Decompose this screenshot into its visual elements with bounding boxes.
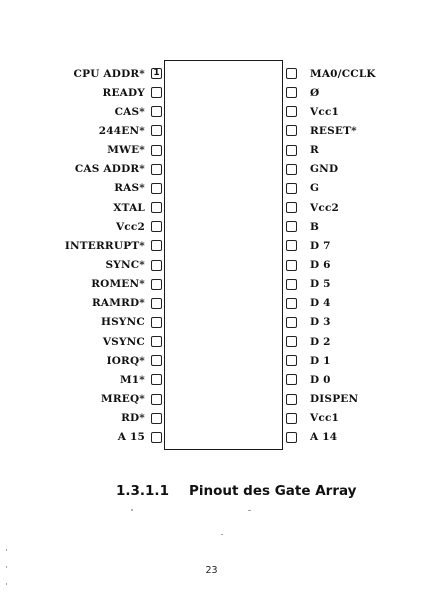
pin-label: D 0: [310, 373, 331, 386]
pin-label: R: [310, 144, 319, 157]
pin-label: MREQ*: [101, 393, 145, 406]
caption-number: 1.3.1.1: [116, 483, 169, 499]
scan-speck: [6, 549, 7, 551]
pin-row-right: [286, 294, 423, 313]
pin-label: A 14: [310, 431, 338, 444]
pin-box: 1: [151, 68, 162, 79]
pin-box: [286, 183, 297, 194]
pin-box: [286, 106, 297, 117]
scan-speck: [131, 509, 133, 511]
pin-box: [286, 202, 297, 213]
scan-speck: [248, 510, 251, 511]
pin-label: Vcc2: [115, 220, 145, 233]
pin-row-left: [0, 256, 162, 275]
pin-box: [151, 240, 162, 251]
pin-label: Vcc2: [310, 201, 340, 214]
pin-label: MA0/CCLK: [310, 67, 376, 80]
pin-box: [151, 374, 162, 385]
pin-label: CAS*: [114, 105, 145, 118]
pin-row-right: [286, 351, 423, 370]
pin-label: DISPEN: [310, 393, 359, 406]
pin-box: [286, 413, 297, 424]
figure-caption: [116, 483, 356, 499]
pin-label: GND: [310, 163, 339, 176]
pin-row-right: [286, 83, 423, 102]
pin-row-left: [0, 428, 162, 447]
pin-label: Ø: [310, 86, 320, 99]
pin-label: A 15: [117, 431, 145, 444]
pin-box: [151, 164, 162, 175]
caption-title: Pinout des Gate Array: [189, 483, 357, 499]
pin-box: [151, 413, 162, 424]
pin-row-left: [0, 332, 162, 351]
pin-box: [151, 336, 162, 347]
pin-label: D 5: [310, 278, 331, 291]
pin-label: SYNC*: [105, 259, 145, 271]
pin-row-left: [0, 351, 162, 370]
pin-box: [286, 260, 297, 271]
pin-label: D 2: [310, 335, 331, 348]
pin-label: READY: [102, 86, 145, 99]
pin-label: INTERRUPT*: [64, 239, 145, 252]
pin-box: [151, 394, 162, 405]
pin-row-right: [286, 121, 423, 140]
pin-row-right: [286, 370, 423, 389]
pin-label: D 7: [310, 239, 331, 252]
pin-row-right: [286, 179, 423, 198]
pin-row-right: [286, 102, 423, 121]
pin-label: D 3: [310, 316, 331, 329]
pin-box: [286, 125, 297, 136]
pin-label: Vcc1: [310, 412, 340, 425]
pin-box: [286, 336, 297, 347]
pin-label: VSYNC: [102, 335, 145, 348]
pin-box: [286, 164, 297, 175]
pin-label: B: [310, 220, 320, 233]
pin-box: [286, 145, 297, 156]
pin-box: [286, 68, 297, 79]
pin-row-left: [0, 313, 162, 332]
pin-row-left: [0, 370, 162, 389]
pin-label: CAS ADDR*: [74, 163, 145, 176]
pin-box: [151, 202, 162, 213]
pin-box: [286, 87, 297, 98]
pin-row-right: [286, 236, 423, 255]
pin-label: RD*: [121, 412, 145, 425]
pin-box: [151, 432, 162, 443]
pin-row-left: [0, 83, 162, 102]
pin-row-left: [0, 275, 162, 294]
pin-row-left: [0, 141, 162, 160]
chip-body: [164, 60, 283, 450]
pin-label: M1*: [119, 373, 145, 386]
pin-label: ROMEN*: [91, 278, 145, 291]
pin-label: HSYNC: [101, 316, 145, 329]
pin-box: [151, 279, 162, 290]
pin-label: MWE*: [107, 144, 145, 157]
pin-box: [151, 87, 162, 98]
pin-box: [286, 240, 297, 251]
pin-label: D 4: [310, 297, 331, 310]
pin-row-right: [286, 141, 423, 160]
pin-row-left: [0, 64, 162, 83]
pin-box: [151, 298, 162, 309]
pin-row-right: [286, 409, 423, 428]
pin-row-right: [286, 160, 423, 179]
pin-row-right: [286, 275, 423, 294]
pin-box: [286, 355, 297, 366]
pin-row-left: [0, 198, 162, 217]
pin-box: [151, 106, 162, 117]
pin-box: [286, 374, 297, 385]
pin-label: CPU ADDR*: [73, 67, 145, 80]
pin-row-right: [286, 198, 423, 217]
pin-box: [286, 432, 297, 443]
scan-speck: [221, 534, 223, 535]
pin-box: [151, 355, 162, 366]
pin-label: 244EN*: [98, 124, 145, 137]
pin-box: [286, 394, 297, 405]
scan-speck: [6, 566, 7, 568]
scan-speck: [6, 583, 7, 585]
pin-box: [286, 279, 297, 290]
pin-row-right: [286, 390, 423, 409]
pin-row-left: [0, 102, 162, 121]
pin-label: RESET*: [310, 124, 357, 137]
pin-row-right: [286, 313, 423, 332]
pin-box: [151, 145, 162, 156]
pin-label: RAMRD*: [91, 297, 145, 310]
pin-label: RAS*: [114, 182, 145, 195]
pin-box: [286, 298, 297, 309]
pin-box: [151, 183, 162, 194]
pin-row-left: [0, 217, 162, 236]
pin-row-left: [0, 121, 162, 140]
pin-box: [151, 125, 162, 136]
pin-label: Vcc1: [310, 105, 340, 118]
pin-row-left: [0, 390, 162, 409]
pin-box: [286, 221, 297, 232]
pin-row-left: [0, 294, 162, 313]
pin-row-right: [286, 64, 423, 83]
pin-label: D 6: [310, 259, 331, 271]
pin-row-right: [286, 332, 423, 351]
pin-box: [151, 317, 162, 328]
pin-row-right: [286, 256, 423, 275]
page-number: 23: [205, 565, 218, 576]
pin-row-right: [286, 428, 423, 447]
pin-box: [151, 260, 162, 271]
pin-label: IORQ*: [106, 354, 145, 367]
pin-box: [286, 317, 297, 328]
pin-label: G: [310, 182, 320, 195]
pin-label: XTAL: [113, 201, 145, 214]
pin-box: [151, 221, 162, 232]
pin-label: D 1: [310, 354, 331, 367]
pin-row-left: [0, 236, 162, 255]
pin-row-left: [0, 160, 162, 179]
pin-row-left: [0, 179, 162, 198]
pin-row-right: [286, 217, 423, 236]
pin-row-left: [0, 409, 162, 428]
